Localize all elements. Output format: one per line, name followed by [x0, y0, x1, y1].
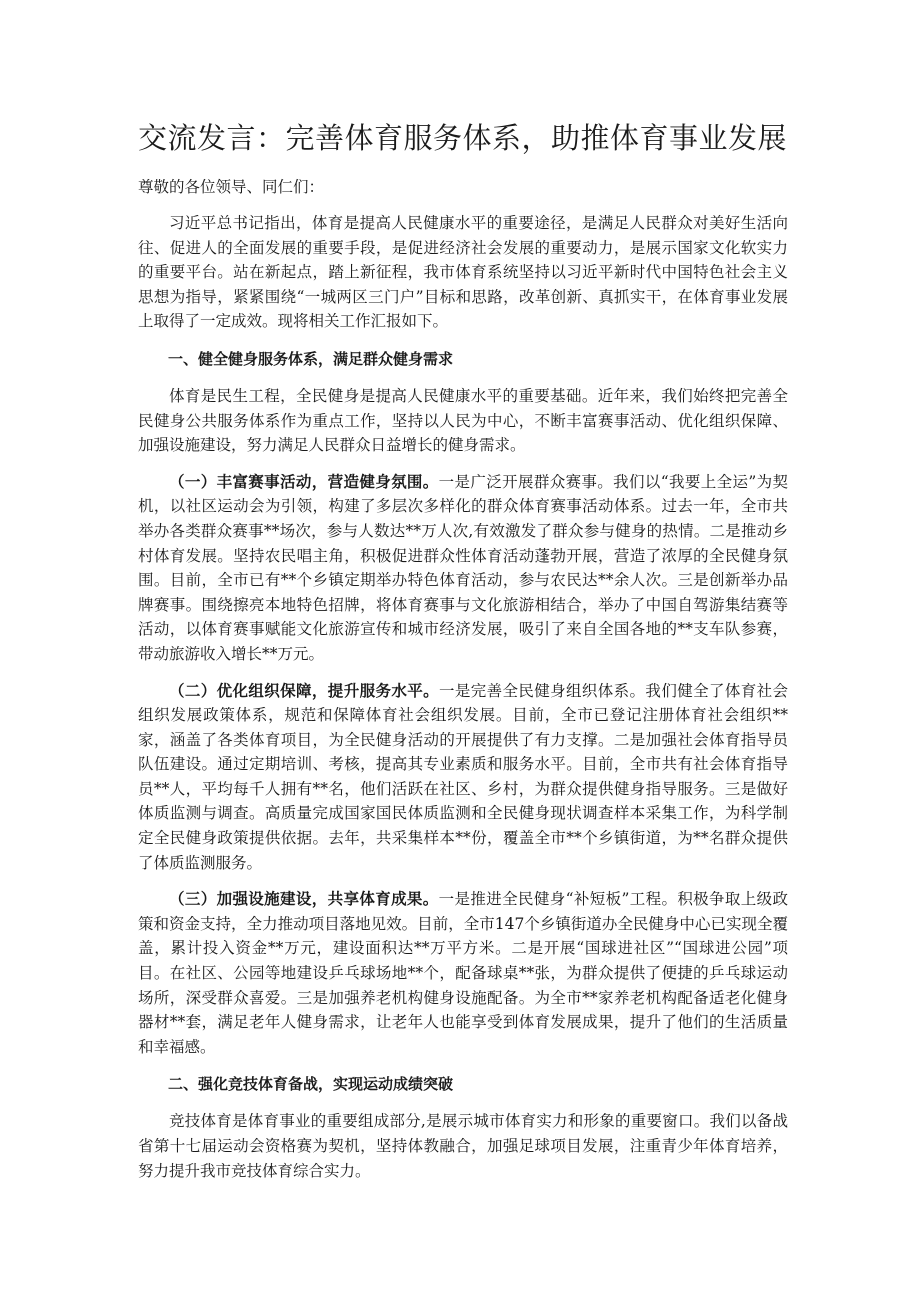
subsection-3-lead: （三）加强设施建设，共享体育成果。	[169, 890, 439, 909]
section-2-body: 竞技体育是体育事业的重要组成部分,是展示城市体育实力和形象的重要窗口。我们以备战省第十七届运动会资格赛为契机，坚持体教融合，加强足球项目发展，注重青少年体育培养，努力提升我市竞技体育综合实力。	[138, 1112, 788, 1180]
subsection-1-paragraph	[138, 470, 788, 667]
section-1-heading: 一、健全健身服务体系，满足群众健身需求	[168, 349, 454, 368]
section-1-body: 体育是民生工程，全民健身是提高人民健康水平的重要基础。近年来，我们始终把完善全民健身公共服务体系作为重点工作，坚持以人民为中心，不断丰富赛事活动、优化组织保障、加强设施建设，努力满足人民群众日益增长的健身需求。	[138, 386, 788, 455]
subsection-1-text: 一是广泛开展群众赛事。我们以“我要上全运”为契机，以社区运动会为引领，构建了多层次多样化的群众体育赛事活动体系。过去一年，全市共举办各类群众赛事**场次，参与人数达**万人次,有效激发了群众参与健身的热情。二是推动乡村体育发展。坚持农民唱主角，积极促进群众性体育活动蓬勃开展，营造了浓厚的全民健身氛围。目前，全市已有**个乡镇定期举办特色体育活动，参与农民达**余人次。三是创新举办品牌赛事。围绕擦亮本地特色招牌，将体育赛事与文化旅游相结合，举办了中国自驾游集结赛等活动，以体育赛事赋能文化旅游宣传和城市经济发展，吸引了来自全国各地的**支车队参赛，带动旅游收入增长**万元。	[138, 472, 788, 663]
subsection-2-paragraph	[138, 679, 788, 876]
document-page	[138, 118, 788, 1195]
section-2-heading: 二、强化竞技体育备战，实现运动成绩突破	[168, 1075, 454, 1094]
subsection-1-lead: （一）丰富赛事活动，营造健身氛围。	[169, 472, 439, 491]
subsection-2-lead: （二）优化组织保障，提升服务水平。	[169, 681, 439, 700]
subsection-3-text: 一是推进全民健身“补短板”工程。积极争取上级政策和资金支持，全力推动项目落地见效。目前，全市147个乡镇街道办全民健身中心已实现全覆盖，累计投入资金**万元，建设面积达**万平方米。二是开展“国球进社区”“国球进公园”项目。在社区、公园等地建设乒乓球场地**个，配备球桌**张，为群众提供了便捷的乒乓球运动场所，深受群众喜爱。三是加强养老机构健身设施配备。为全市**家养老机构配备适老化健身器材**套，满足老年人健身需求，让老年人也能享受到体育发展成果，提升了他们的生活质量和幸福感。	[138, 890, 788, 1056]
subsection-2-text: 一是完善全民健身组织体系。我们健全了体育社会组织发展政策体系，规范和保障体育社会组织发展。目前，全市已登记注册体育社会组织**家，涵盖了各类体育项目，为全民健身活动的开展提供了有力支撑。二是加强社会体育指导员队伍建设。通过定期培训、考核，提高其专业素质和服务水平。目前，全市共有社会体育指导员**人，平均每千人拥有**名，他们活跃在社区、乡村，为群众提供健身指导服务。三是做好体质监测与调查。高质量完成国家国民体质监测和全民健身现状调查样本采集工作，为科学制定全民健身政策提供依据。去年，共采集样本**份，覆盖全市**个乡镇街道，为**名群众提供了体质监测服务。	[138, 681, 788, 872]
salutation: 尊敬的各位领导、同仁们：	[138, 178, 325, 196]
subsection-3-paragraph	[138, 887, 788, 1059]
document-title: 交流发言：完善体育服务体系，助推体育事业发展	[138, 121, 788, 155]
intro-paragraph: 习近平总书记指出，体育是提高人民健康水平的重要途径，是满足人民群众对美好生活向往、促进人的全面发展的重要手段，是促进经济社会发展的重要动力，是展示国家文化软实力的重要平台。站在新起点，踏上新征程，我市体育系统坚持以习近平新时代中国特色社会主义思想为指导，紧紧围绕“一城两区三门户”目标和思路，改革创新、真抓实干，在体育事业发展上取得了一定成效。现将相关工作汇报如下。	[138, 214, 788, 331]
